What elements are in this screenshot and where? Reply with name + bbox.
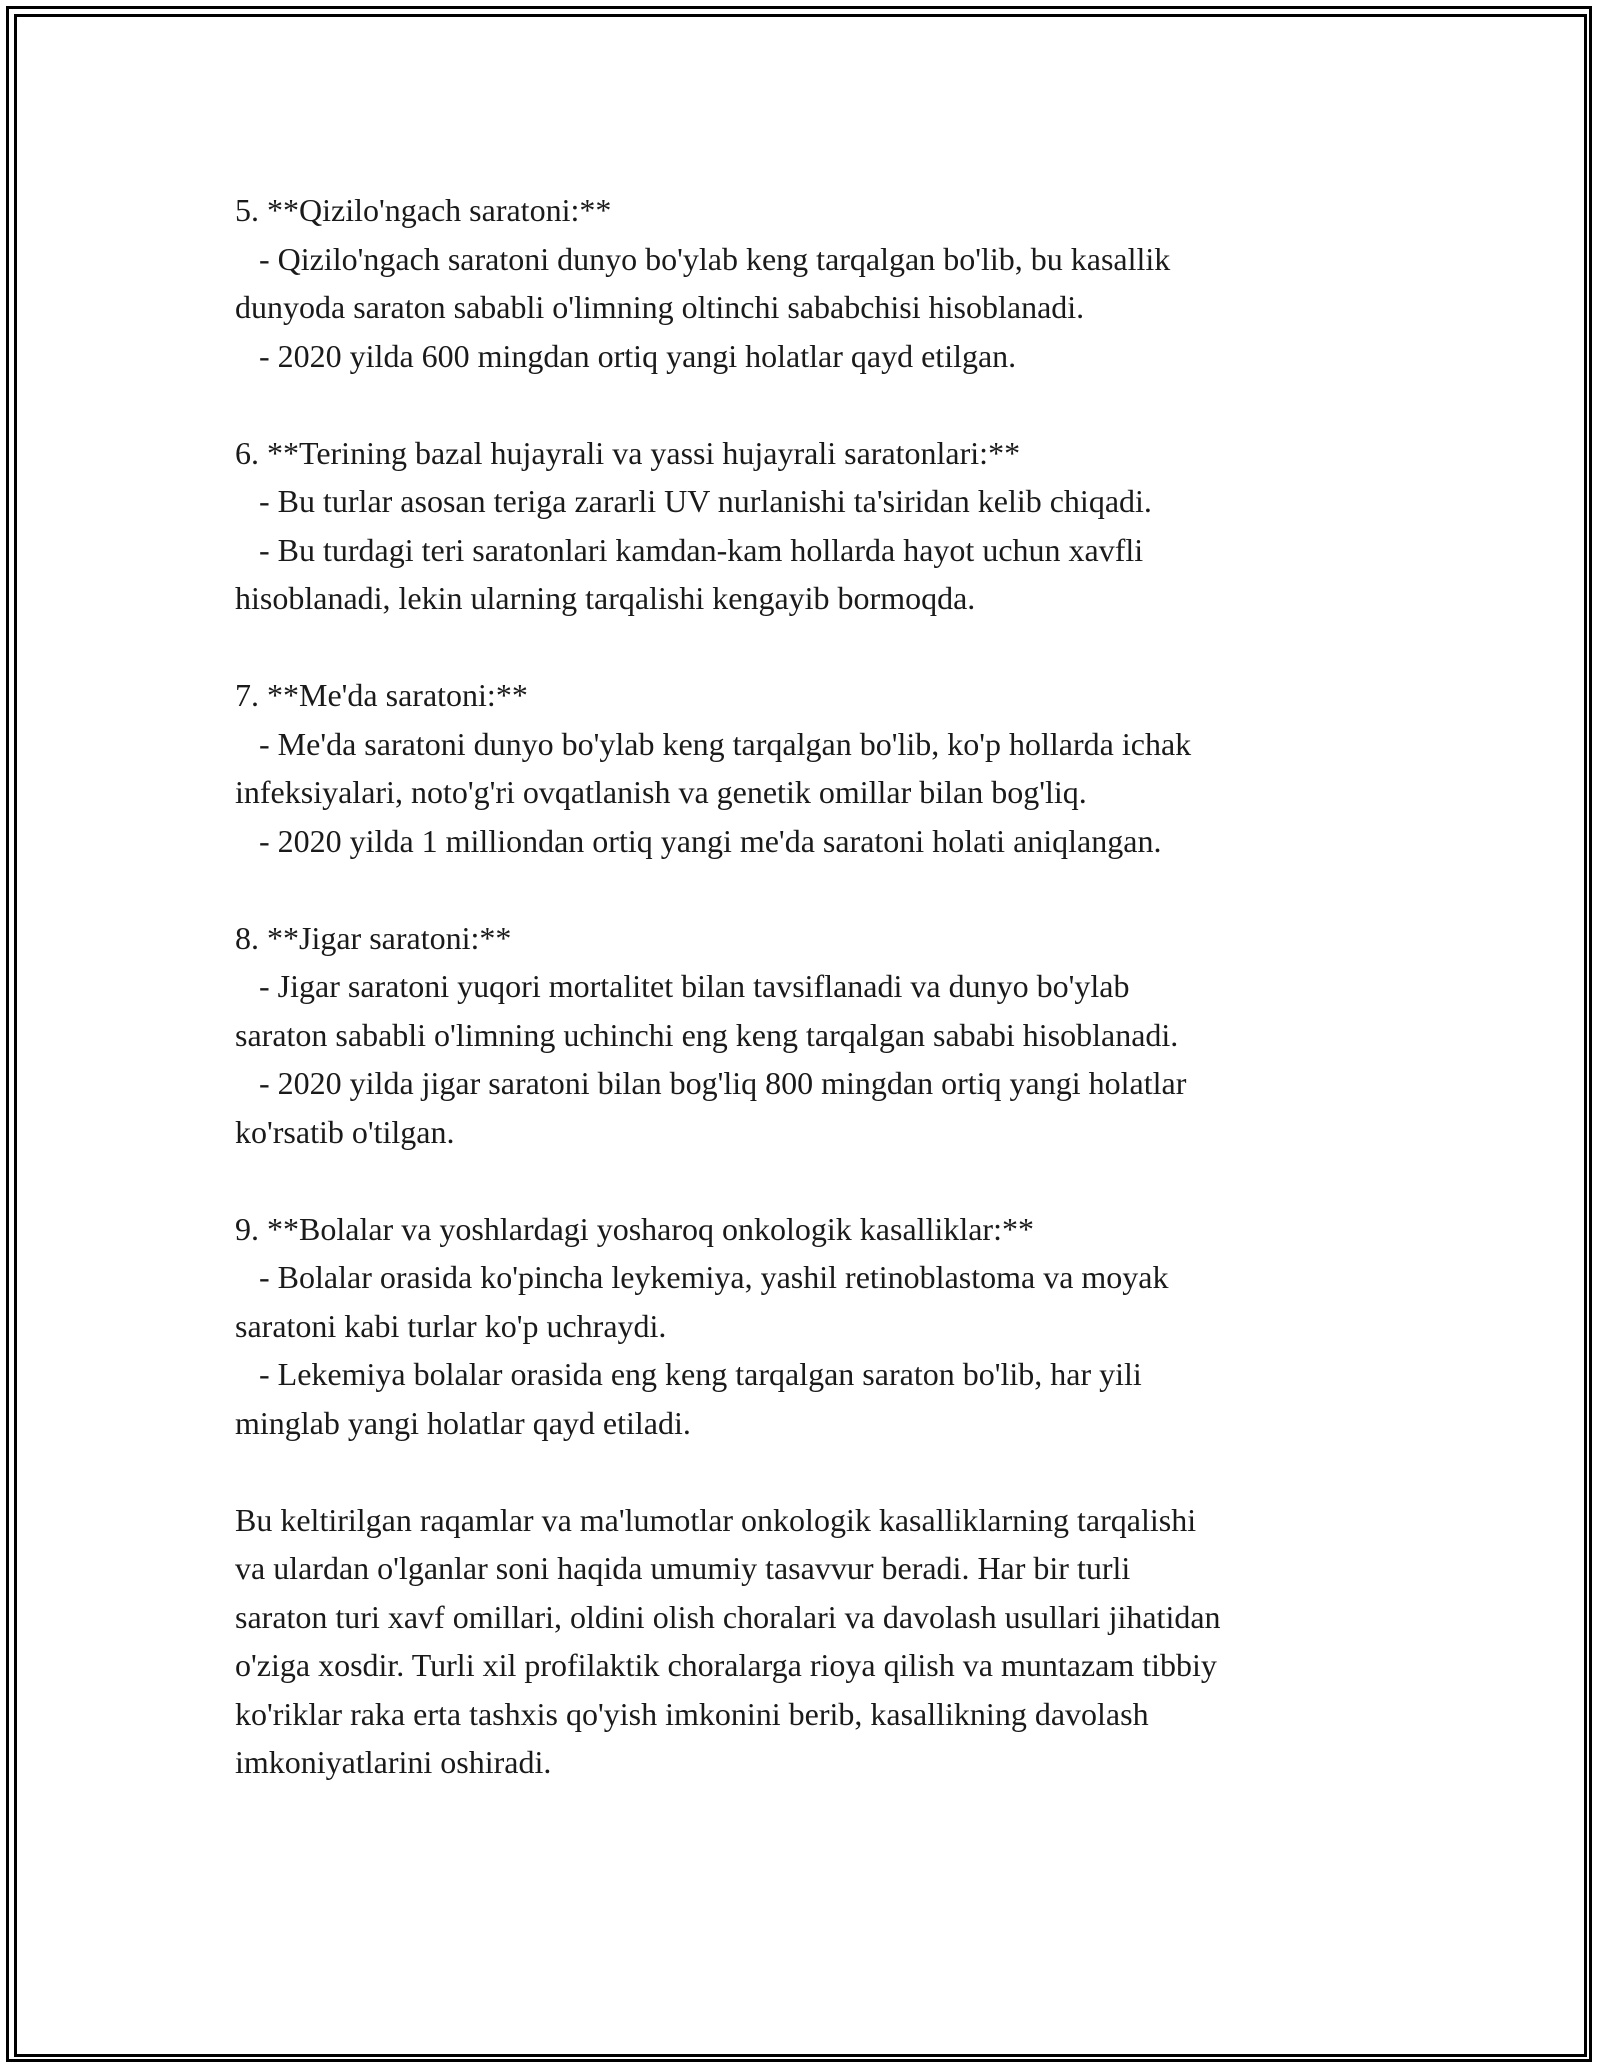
conclusion-line: saraton turi xavf omillari, oldini olish choralari va davolash usullari jihatidan (235, 1598, 1221, 1635)
conclusion-paragraph (235, 1496, 1380, 1787)
conclusion-line: imkoniyatlarini oshiradi. (235, 1744, 552, 1780)
conclusion-line: Bu keltirilgan raqamlar va ma'lumotlar onkologik kasalliklarning tarqalishi (235, 1501, 1197, 1538)
section-7 (235, 671, 1380, 865)
section-line: ko'rsatib o'tilgan. (235, 1113, 455, 1150)
paragraph-gap (235, 380, 1380, 429)
section-8 (235, 914, 1380, 1157)
section-heading: 7. **Me'da saratoni:** (235, 677, 528, 713)
section-line: hisoblanadi, lekin ularning tarqalishi kengayib bormoqda. (235, 580, 976, 616)
paragraph-gap (235, 1156, 1380, 1205)
section-line: saraton sababli o'limning uchinchi eng keng tarqalgan sababi hisoblanadi. (235, 1016, 1179, 1053)
section-line: - Jigar saratoni yuqori mortalitet bilan tavsiflanadi va dunyo bo'ylab (235, 968, 1130, 1004)
section-line: saratoni kabi turlar ko'p uchraydi. (235, 1307, 667, 1344)
section-heading: 5. **Qizilo'ngach saratoni:** (235, 192, 612, 228)
section-line: minglab yangi holatlar qayd etiladi. (235, 1404, 691, 1441)
section-line: - 2020 yilda jigar saratoni bilan bog'liq 800 mingdan ortiq yangi holatlar (235, 1065, 1187, 1101)
section-line: - Me'da saratoni dunyo bo'ylab keng tarqalgan bo'lib, ko'p hollarda ichak (235, 725, 1192, 762)
section-heading: 8. **Jigar saratoni:** (235, 919, 512, 956)
conclusion-line: ko'riklar raka erta tashxis qo'yish imkonini berib, kasallikning davolash (235, 1695, 1149, 1732)
section-9 (235, 1205, 1380, 1448)
section-line: dunyoda saraton sababli o'limning oltinchi sababchisi hisoblanadi. (235, 289, 1085, 325)
section-heading: 6. **Terining bazal hujayrali va yassi hujayrali saratonlari:** (235, 434, 1021, 471)
section-line: - 2020 yilda 1 milliondan ortiq yangi me'da saratoni holati aniqlangan. (235, 822, 1162, 859)
document-body (235, 186, 1380, 1787)
section-line: - Bu turdagi teri saratonlari kamdan-kam hollarda hayot uchun xavfli (235, 531, 1144, 568)
paragraph-gap (235, 623, 1380, 672)
section-line: - Qizilo'ngach saratoni dunyo bo'ylab keng tarqalgan bo'lib, bu kasallik (235, 240, 1171, 277)
section-6 (235, 429, 1380, 623)
paragraph-gap (235, 1447, 1380, 1496)
conclusion-line: o'ziga xosdir. Turli xil profilaktik choralarga rioya qilish va muntazam tibbiy (235, 1647, 1217, 1683)
section-5 (235, 186, 1380, 380)
section-line: - Bu turlar asosan teriga zararli UV nurlanishi ta'siridan kelib chiqadi. (235, 483, 1152, 519)
section-heading: 9. **Bolalar va yoshlardagi yosharoq onkologik kasalliklar:** (235, 1210, 1034, 1247)
section-line: infeksiyalari, noto'g'ri ovqatlanish va genetik omillar bilan bog'liq. (235, 774, 1087, 810)
section-line: - Bolalar orasida ko'pincha leykemiya, yashil retinoblastoma va moyak (235, 1259, 1169, 1295)
paragraph-gap (235, 865, 1380, 914)
section-line: - 2020 yilda 600 mingdan ortiq yangi holatlar qayd etilgan. (235, 337, 1017, 374)
section-line: - Lekemiya bolalar orasida eng keng tarqalgan saraton bo'lib, har yili (235, 1356, 1142, 1392)
conclusion-line: va ulardan o'lganlar soni haqida umumiy tasavvur beradi. Har bir turli (235, 1550, 1131, 1586)
